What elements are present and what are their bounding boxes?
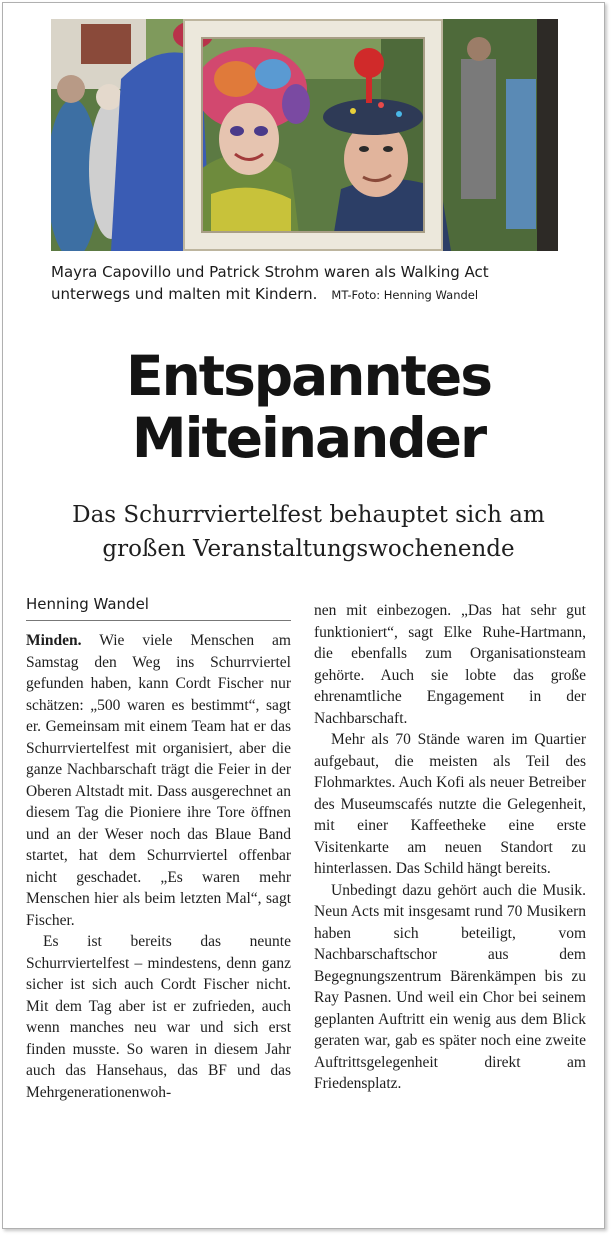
article-paragraph-2: Es ist bereits das neunte Schurrviertelfest – mindestens, denn ganz sicher ist sich auch Cordt Fischer nicht. Mit dem Tag aber ist er zufrieden, auch wenn manches neu war und sich erst finden musste. So waren in diesem Jahr auch das Hansehaus, das BF und das Mehrgenerationenwoh- bbox=[26, 933, 291, 1101]
article-paragraph-4: Unbedingt dazu gehört auch die Musik. Neun Acts mit insgesamt rund 70 Musikern haben sich beteiligt, vom Nachbarschaftschor aus dem Begegnungszentrum Bärenkämpen bis zu Ray Pasnen. Und weil ein Chor bei seinem geplanten Auftritt ein wenig aus dem Blick geraten war, gab es später noch eine zweite Auftrittsgelegenheit direkt am Friedensplatz. bbox=[314, 881, 586, 1092]
newspaper-clipping bbox=[2, 2, 605, 1229]
article-column-right bbox=[314, 600, 586, 1095]
article-paragraph-1 bbox=[26, 630, 291, 931]
article-photo bbox=[51, 19, 558, 251]
photo-credit: MT-Foto: Henning Wandel bbox=[331, 288, 479, 302]
caption-text: Mayra Capovillo und Patrick Strohm waren als Walking Act unterwegs und malten mit Kindern. bbox=[51, 263, 489, 303]
headline-line-1: Entspanntes bbox=[126, 344, 491, 408]
dateline: Minden. bbox=[26, 632, 82, 649]
headline-line-2: Miteinander bbox=[131, 406, 486, 470]
subheadline-line-1: Das Schurrviertelfest behauptet sich am bbox=[72, 502, 545, 528]
article-paragraph-2-continued: nen mit einbezogen. „Das hat sehr gut funktioniert“, sagt Elke Ruhe-Hartmann, die ebenfalls zum Organisationsteam gehörte. Auch sie lobte das große ehrenamtliche Engagement in der Nachbarschaft. bbox=[314, 602, 586, 727]
walking-act-photo bbox=[51, 19, 558, 251]
article-paragraph-3: Mehr als 70 Stände waren im Quartier aufgebaut, die meisten als Teil des Flohmarktes. Auch Kofi als neuer Betreiber des Museumscafés nutzte die Gelegenheit, mit einer Kaffeetheke eine erste Visitenkarte am neuen Standort zu hinterlassen. Das Schild hängt bereits. bbox=[314, 731, 586, 877]
article-column-left bbox=[26, 592, 291, 1103]
paragraph-1-text: Wie viele Menschen am Samstag den Weg ins Schurrviertel gefunden haben, kann Cordt Fischer nur schätzen: „500 waren es bestimmt“, sagt er. Gemeinsam mit einem Team hat er das Schurrviertelfest mit organisiert, aber die ganze Nachbarschaft trägt die Feier in der Oberen Altstadt mit. Dass ausgerechnet an diesem Tag die Pioniere ihre Tore öffnen und an der Weser noch das Blaue Band startet, hat dem Schurrviertel offenbar nicht geschadet. „Es waren mehr Menschen hier als beim letzten Mal“, sagt Fischer. bbox=[26, 632, 291, 929]
author-byline: Henning Wandel bbox=[26, 592, 291, 621]
subheadline-line-2: großen Veranstaltungswochenende bbox=[102, 536, 515, 562]
subheadline bbox=[23, 498, 594, 566]
headline bbox=[23, 345, 594, 469]
photo-caption bbox=[51, 261, 571, 306]
